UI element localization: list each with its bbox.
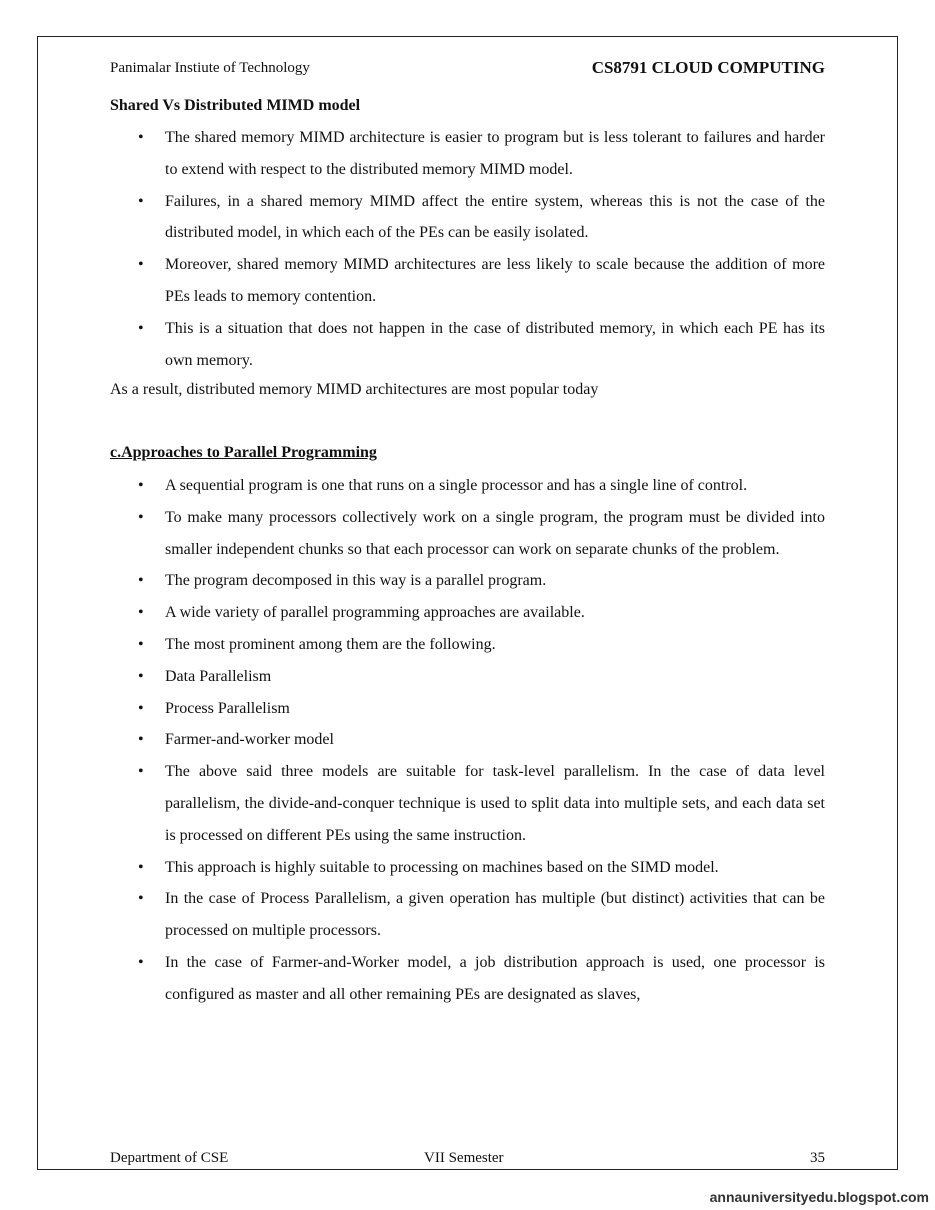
list-item-text: To make many processors collectively work on a single program, the program must be divided into smaller independent chunks so that each processor can work on separate chunks of the problem. [165,508,825,558]
header-institute: Panimalar Instiute of Technology [110,60,310,76]
bullet-icon: • [138,763,144,781]
list-item-text: Data Parallelism [165,667,272,685]
watermark-url: annauniversityedu.blogspot.com [709,1189,929,1205]
footer-page-number: 35 [810,1150,825,1166]
parallel-programming-bullet-list [110,470,825,1011]
list-item [110,756,825,851]
bullet-icon: • [138,319,144,337]
list-item-text: Farmer-and-worker model [165,731,334,749]
footer-department: Department of CSE [110,1150,229,1166]
bullet-icon: • [138,604,144,622]
bullet-icon: • [138,129,144,146]
list-item [110,724,825,756]
list-item [110,565,825,597]
bullet-icon: • [138,953,144,971]
list-item-text: This approach is highly suitable to processing on machines based on the SIMD model. [165,858,719,876]
list-item [110,313,825,377]
list-item [110,852,825,884]
list-item-text: The most prominent among them are the following. [165,635,496,653]
header-course-title: CS8791 CLOUD COMPUTING [591,58,825,77]
list-item [110,947,825,1011]
section-title-mimd: Shared Vs Distributed MIMD model [110,97,361,114]
mimd-conclusion: As a result, distributed memory MIMD architectures are most popular today [110,381,599,398]
list-item [110,249,825,313]
footer-semester: VII Semester [424,1150,504,1166]
list-item-text: The above said three models are suitable for task-level parallelism. In the case of data level parallelism, the divide-and-conquer technique is used to split data into multiple sets, and each data set is processed on different PEs using the same instruction. [165,763,825,844]
list-item [110,470,825,502]
list-item-text: This is a situation that does not happen in the case of distributed memory, in which each PE has its own memory. [165,319,825,369]
bullet-icon: • [138,572,144,590]
bullet-icon: • [138,477,144,494]
list-item [110,186,825,250]
list-item-text: The shared memory MIMD architecture is easier to program but is less tolerant to failures and harder to extend with respect to the distributed memory MIMD model. [165,129,825,178]
list-item-text: In the case of Process Parallelism, a given operation has multiple (but distinct) activities that can be processed on multiple processors. [165,890,825,940]
list-item [110,502,825,566]
list-item-text: Failures, in a shared memory MIMD affect the entire system, whereas this is not the case of the distributed model, in which each of the PEs can be easily isolated. [165,192,825,242]
bullet-icon: • [138,508,144,526]
list-item-text: In the case of Farmer-and-Worker model, a job distribution approach is used, one processor is configured as master and all other remaining PEs are designated as slaves, [165,953,825,1003]
section-title-parallel-programming: c.Approaches to Parallel Programming [110,444,377,461]
mimd-bullet-list [110,122,825,376]
bullet-icon: • [138,256,144,274]
list-item-text: Process Parallelism [165,699,290,717]
bullet-icon: • [138,858,144,876]
list-item [110,661,825,693]
list-item [110,629,825,661]
bullet-icon: • [138,635,144,653]
list-item [110,883,825,947]
list-item-text: A wide variety of parallel programming approaches are available. [165,604,585,622]
list-item-text: Moreover, shared memory MIMD architectures are less likely to scale because the addition of more PEs leads to memory contention. [165,256,825,305]
list-item [110,122,825,186]
list-item-text: A sequential program is one that runs on a single processor and has a single line of control. [165,477,748,494]
bullet-icon: • [138,699,144,717]
list-item-text: The program decomposed in this way is a parallel program. [165,572,547,590]
bullet-icon: • [138,731,144,749]
list-item [110,597,825,629]
bullet-icon: • [138,667,144,685]
bullet-icon: • [138,192,144,210]
bullet-icon: • [138,890,144,908]
list-item [110,693,825,725]
